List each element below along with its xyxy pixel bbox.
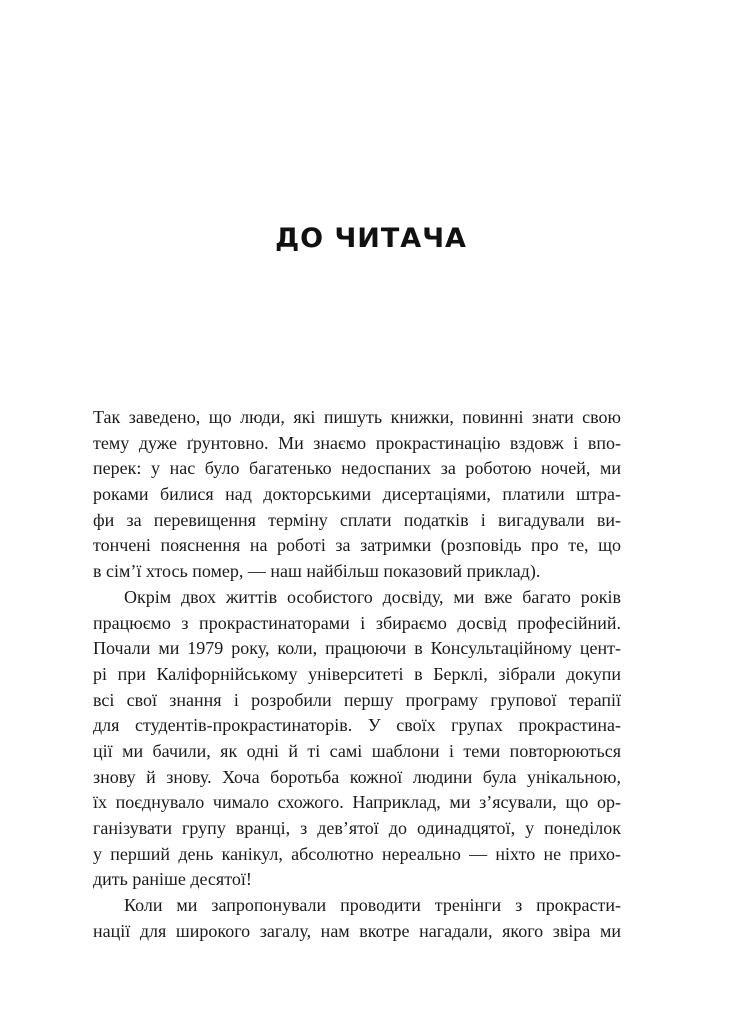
text-line: всі свої знання і розробили першу програму групової терапії (93, 689, 621, 710)
text-line: тему дуже ґрунтовно. Ми знаємо прокрастинацію вздовж і впо- (93, 432, 621, 453)
text-line: для студентів-прокрастинаторів. У своїх групах прокрастина- (93, 715, 621, 736)
text-line: роками билися над докторськими дисертаціями, платили штра- (93, 484, 621, 505)
text-line: працюємо з прокрастинаторами і збираємо досвід професійний. (93, 612, 621, 633)
page-heading: ДО ЧИТАЧА (275, 223, 467, 254)
text-line: їх поєднувало чимало схожого. Наприклад, ми з’ясували, що ор- (93, 792, 621, 813)
text-line: нації для широкого загалу, нам вкотре нагадали, якого звіра ми (93, 920, 621, 941)
text-line: фи за перевищення терміну сплати податків і вигадували ви- (93, 509, 621, 530)
text-line: Почали ми 1979 року, коли, працюючи в Консультаційному цент- (93, 638, 621, 659)
text-line: перек: у нас було багатенько недоспаних за роботою ночей, ми (93, 458, 621, 479)
text-line: в сім’ї хтось помер, — наш найбільш показовий приклад). (93, 561, 541, 582)
text-line: тончені пояснення на роботі за затримки (розповідь про те, що (93, 535, 621, 556)
text-line: Так заведено, що люди, які пишуть книжки, повинні знати свою (93, 407, 621, 427)
text-line: знову й знову. Хоча боротьба кожної людини була унікальною, (93, 766, 621, 787)
text-line: Коли ми запропонували проводити тренінги з прокрасти- (124, 895, 621, 916)
text-line: рі при Каліфорнійському університеті в Берклі, зібрали докупи (93, 663, 621, 684)
body-text (93, 405, 621, 944)
text-line: ганізувати групу вранці, з дев’ятої до одинадцятої, у понеділок (93, 818, 621, 838)
text-line: Окрім двох життів особистого досвіду, ми вже багато років (124, 586, 621, 607)
text-line: у перший день канікул, абсолютно нереально — ніхто не прихо- (93, 843, 621, 864)
text-line: ції ми бачили, як одні й ті самі шаблони і теми повторюються (93, 740, 621, 761)
text-line: дить раніше десятої! (93, 869, 252, 890)
